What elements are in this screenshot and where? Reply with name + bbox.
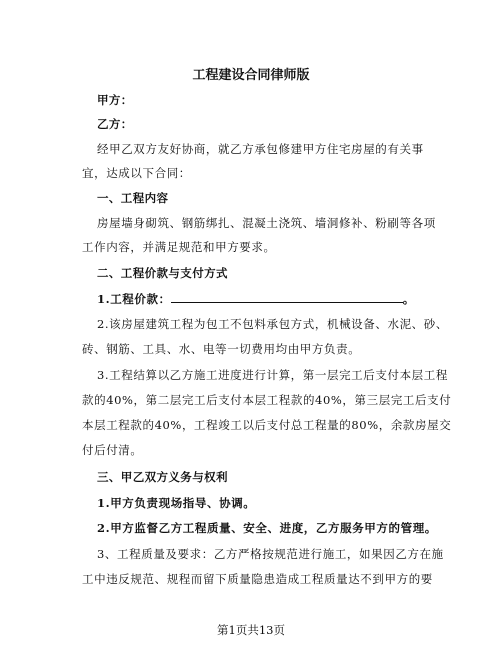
page-number-footer: 第1页共13页	[217, 623, 285, 637]
section-1-heading: 一、工程内容	[97, 191, 169, 205]
section-3-heading: 三、甲乙双方义务与权利	[97, 470, 228, 484]
price-end-mark: 。	[402, 292, 415, 306]
section-2-item-3-line-3: 本层工程款的40%，工程竣工以后支付总工程量的80%，余款房屋交	[82, 418, 452, 432]
section-1-line-2: 工作内容，并满足规范和甲方要求。	[82, 240, 276, 254]
intro-line-1: 经甲乙双方友好协商，就乙方承包修建甲方住宅房屋的有关事	[97, 142, 424, 156]
section-3-item-2: 2.甲方监督乙方工程质量、安全、进度，乙方服务甲方的管理。	[97, 521, 437, 535]
section-2-item-2-line-2: 砖、钢筋、工具、水、电等一切费用均由甲方负责。	[82, 342, 361, 356]
price-line	[97, 291, 415, 307]
section-2-item-2-line-1: 2.该房屋建筑工程为包工不包料承包方式，机械设备、水泥、砂、	[97, 317, 448, 331]
price-label: 1.工程价款：	[97, 292, 171, 306]
section-2-item-3-line-1: 3.工程结算以乙方施工进度进行计算，第一层完工后支付本层工程	[97, 368, 448, 382]
section-2-heading: 二、工程价款与支付方式	[97, 266, 228, 280]
intro-line-2: 宜，达成以下合同：	[82, 166, 191, 180]
section-2-item-3-line-2: 款的40%，第二层完工后支付本层工程款的40%，第三层完工后支付	[82, 393, 452, 407]
party-b-label: 乙方：	[97, 117, 133, 131]
section-1-line-1: 房屋墙身砌筑、钢筋绑扎、混凝土浇筑、墙洞修补、粉刷等各项	[97, 216, 436, 230]
section-3-item-3-line-2: 工中违反规范、规程而留下质量隐患造成工程质量达不到甲方的要	[82, 572, 433, 586]
document-title: 工程建设合同律师版	[192, 68, 310, 83]
party-a-label: 甲方：	[97, 93, 133, 107]
price-blank-underline	[171, 292, 403, 303]
section-3-item-1: 1.甲方负责现场指导、协调。	[97, 496, 256, 510]
section-2-item-3-line-4: 付后付清。	[82, 443, 143, 457]
section-3-item-3-line-1: 3、工程质量及要求：乙方严格按规范进行施工，如果因乙方在施	[97, 547, 444, 561]
